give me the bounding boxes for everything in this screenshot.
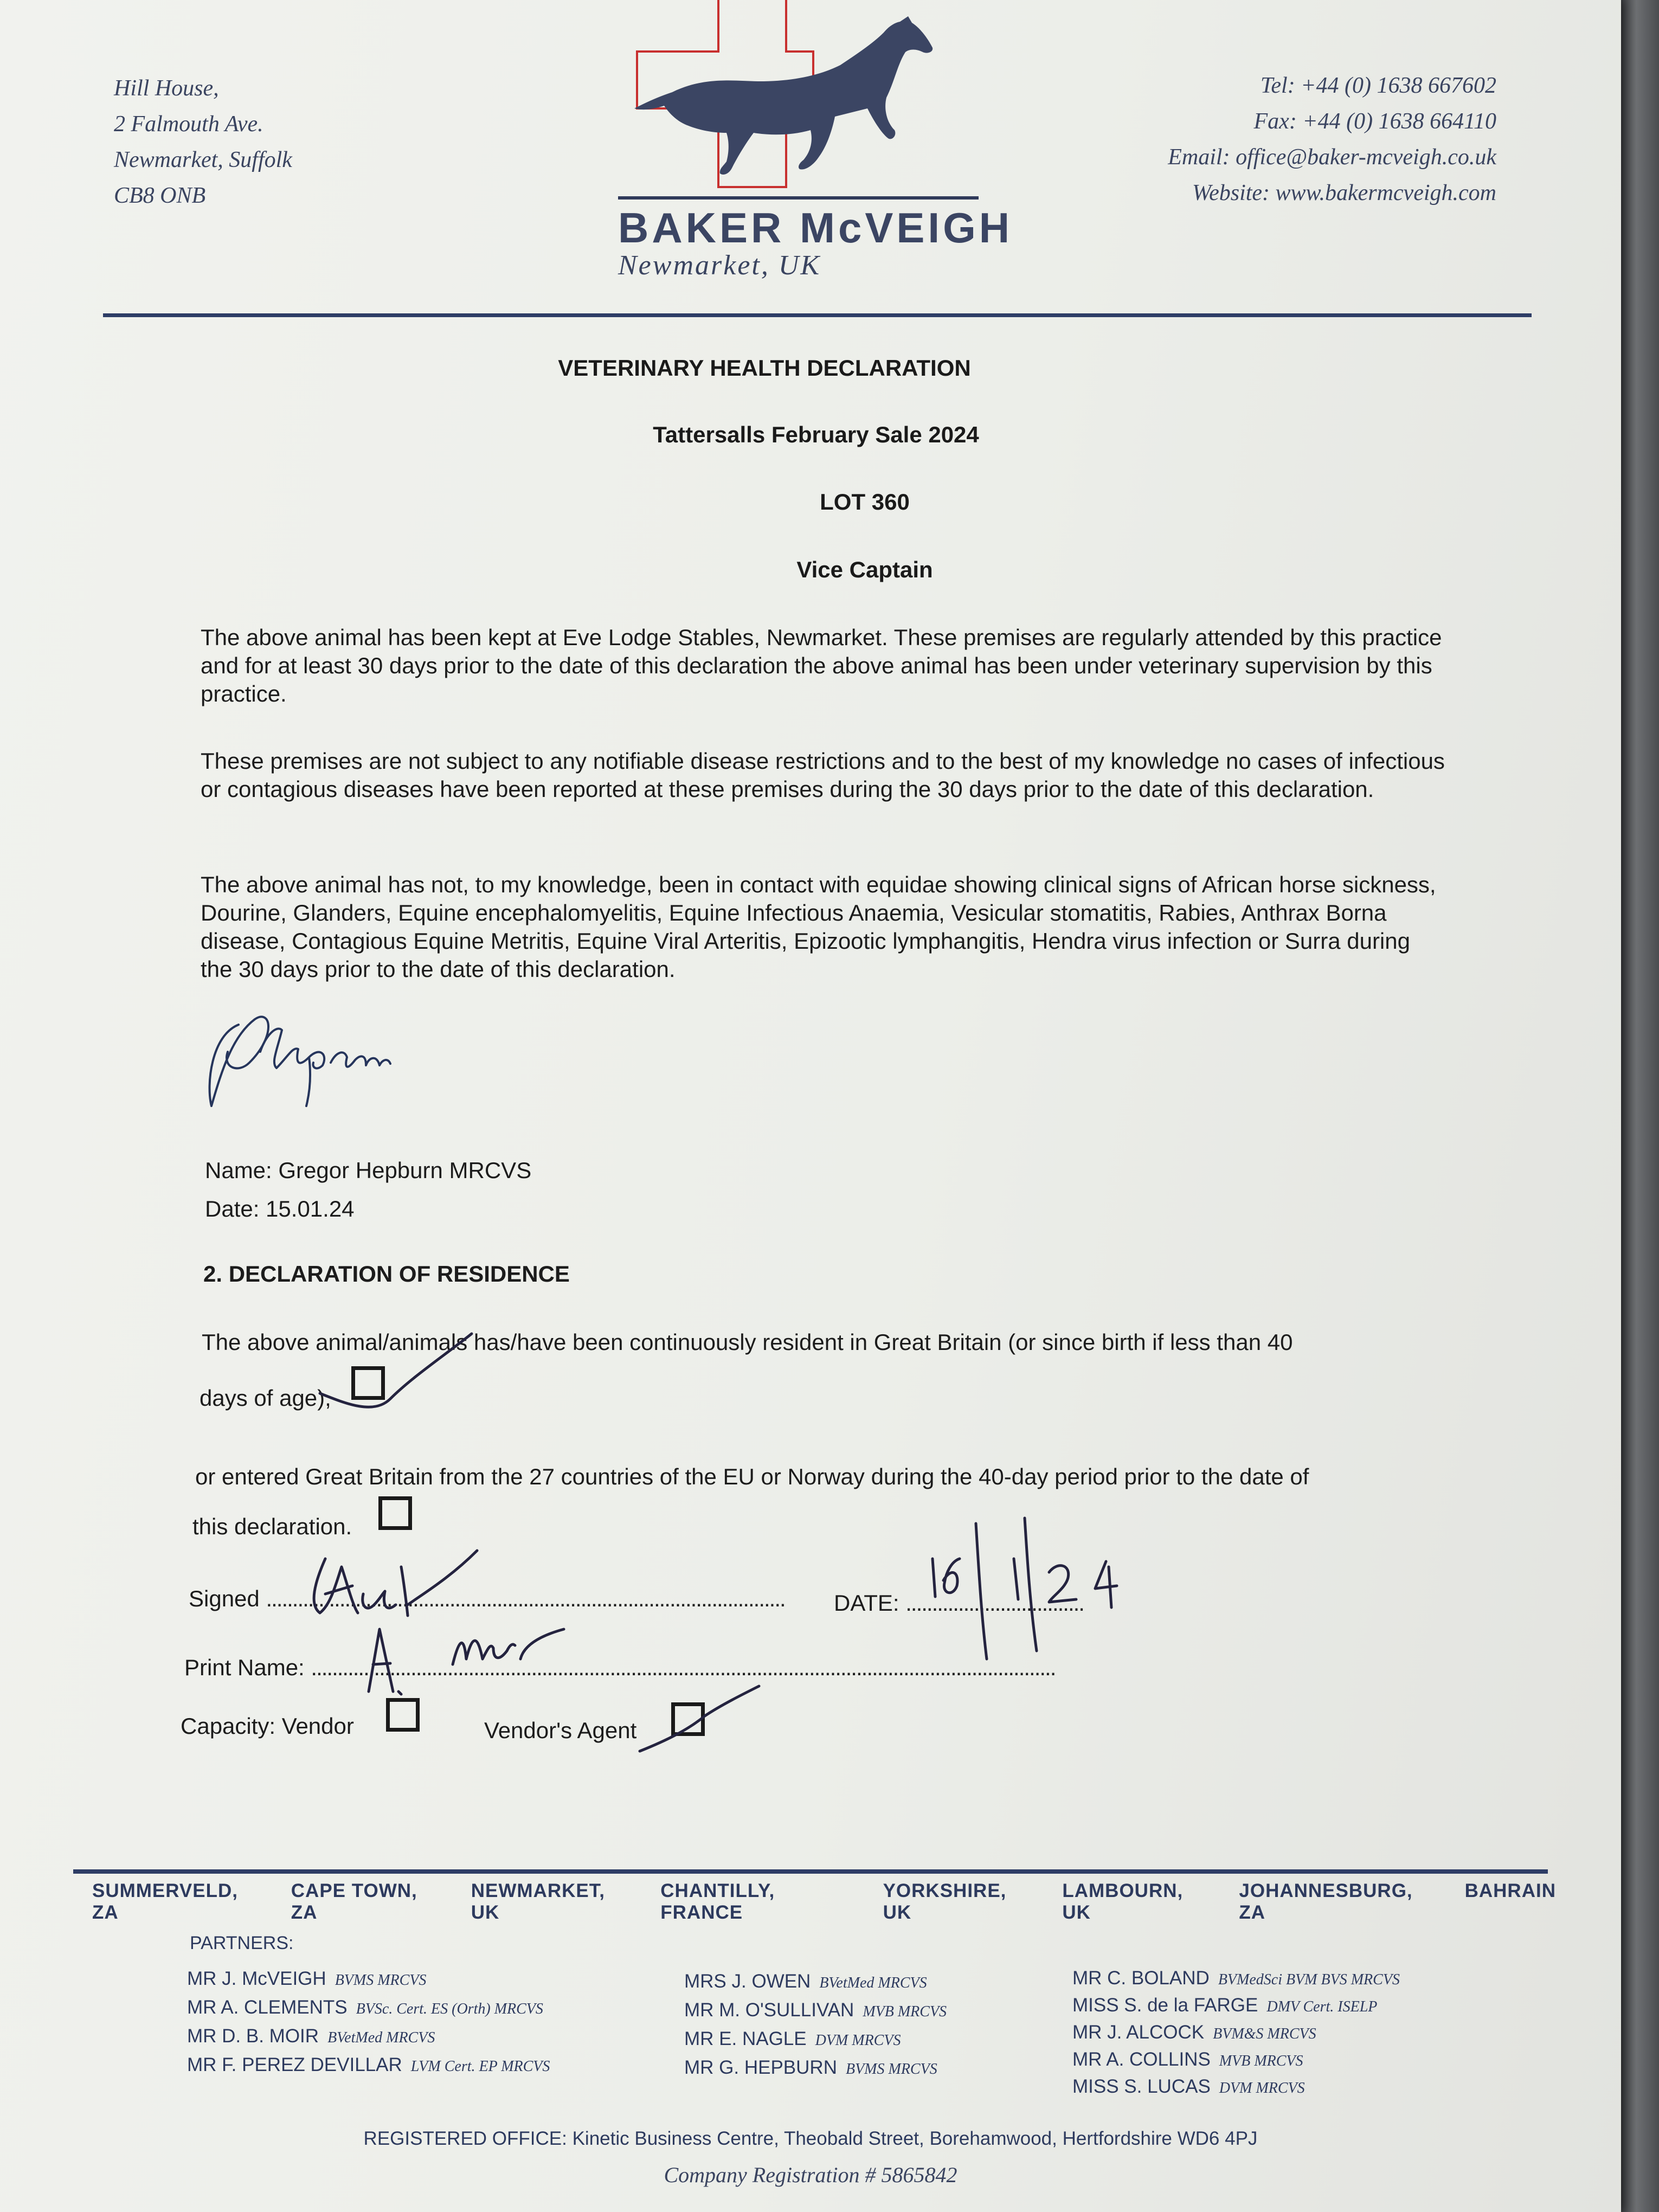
residence-heading: 2. DECLARATION OF RESIDENCE (203, 1261, 570, 1287)
horse-name: Vice Captain (796, 557, 933, 582)
partner-name: MISS S. de la FARGE (1072, 1995, 1258, 2016)
office-location: LAMBOURN, UK (1062, 1880, 1184, 1923)
signed-label: Signed (189, 1586, 266, 1611)
signed-dots: ................................................................................................... (266, 1586, 785, 1611)
partner-name: MR C. BOLAND (1072, 1967, 1210, 1989)
handwritten-marks (0, 1312, 1621, 1789)
contact-line: Fax: +44 (0) 1638 664110 (1253, 109, 1496, 134)
contact-line: Website: www.bakermcveigh.com (1192, 181, 1496, 205)
registered-office: REGISTERED OFFICE: Kinetic Business Centre, Theobald Street, Borehamwood, Hertfordshire WD6 4PJ (363, 2128, 1258, 2149)
partner-quals: BVSc. Cert. ES (Orth) MRCVS (356, 2001, 543, 2017)
partner-name: MR J. McVEIGH (187, 1968, 326, 1989)
partner-entry (1072, 2020, 1400, 2047)
partner-entry (187, 1994, 550, 2023)
partner-name: MR M. O'SULLIVAN (684, 1999, 854, 2021)
partner-quals: DVM MRCVS (1219, 2080, 1305, 2097)
partner-name: MR A. COLLINS (1072, 2049, 1211, 2070)
partner-quals: DMV Cert. ISELP (1266, 1998, 1378, 2015)
partner-entry (684, 2025, 947, 2054)
partner-quals: MVB MRCVS (1219, 2053, 1303, 2069)
partner-name: MISS S. LUCAS (1072, 2076, 1211, 2097)
partner-quals: BVetMed MRCVS (327, 2029, 435, 2046)
partner-entry (187, 2052, 550, 2080)
partner-entry (187, 1965, 550, 1994)
office-location: BAHRAIN (1464, 1880, 1556, 1901)
partner-quals: BVMedSci BVM BVS MRCVS (1218, 1971, 1400, 1988)
company-registration: Company Registration # 5865842 (664, 2163, 957, 2187)
office-location: CHANTILLY, FRANCE (660, 1880, 775, 1923)
brand-location: Newmarket, UK (618, 250, 821, 281)
date-label: DATE: (834, 1590, 906, 1616)
office-location: CAPE TOWN, ZA (291, 1880, 417, 1923)
document-title: VETERINARY HEALTH DECLARATION (558, 355, 971, 381)
vet-date: Date: 15.01.24 (205, 1196, 355, 1221)
sale-name: Tattersalls February Sale 2024 (653, 422, 979, 447)
office-location: NEWMARKET, UK (471, 1880, 605, 1923)
declaration-paragraph-3: The above animal has not, to my knowledge, been in contact with equidae showing clinical signs of African horse sickness, Dourine, Glanders, Equine encephalomyelitis, Equine Infectious Anaemia, Vesicular stomatitis, Rabies, Anthrax Borna disease, Contagious Equine Metritis, Equine Viral Arteritis, Epizootic lymphangitis, Hendra virus infection or Surra during the 30 days prior to the date of this declaration. (201, 872, 1436, 982)
partner-entry (1072, 2074, 1400, 2101)
partner-name: MR J. ALCOCK (1072, 2022, 1205, 2043)
desk-background (1621, 0, 1659, 2212)
footer-divider (73, 1869, 1548, 1874)
option2-text-line1: or entered Great Britain from the 27 countries of the EU or Norway during the 40-day period prior to the date of (195, 1464, 1309, 1489)
partner-entry (1072, 2047, 1400, 2074)
partner-quals: BVMS MRCVS (335, 1972, 427, 1989)
capacity-vendor-label: Capacity: Vendor (181, 1713, 354, 1739)
header-divider (103, 313, 1532, 317)
partner-quals: LVM Cert. EP MRCVS (410, 2058, 550, 2075)
brand-name: BAKER McVEIGH (618, 204, 1013, 252)
office-location: YORKSHIRE, UK (883, 1880, 1007, 1923)
partners-column-3 (1072, 1965, 1400, 2101)
partners-column-2 (684, 1968, 947, 2083)
partner-name: MR E. NAGLE (684, 2028, 807, 2049)
print-name-dots: .............................................................................................................................................. (311, 1655, 1056, 1680)
vendors-agent-label: Vendor's Agent (484, 1718, 637, 1743)
brand-underline (618, 196, 979, 200)
partner-quals: BVMS MRCVS (845, 2061, 937, 2078)
address-line: 2 Falmouth Ave. (114, 112, 263, 137)
partner-quals: MVB MRCVS (863, 2003, 947, 2020)
partners-column-1 (187, 1965, 550, 2080)
option2-text-line2: this declaration. (192, 1514, 352, 1539)
option1-text-line2: days of age), (200, 1385, 331, 1411)
address-line: CB8 ONB (114, 183, 206, 208)
partner-name: MR A. CLEMENTS (187, 1997, 348, 2018)
partner-quals: BVetMed MRCVS (819, 1975, 927, 1991)
declaration-paragraph-2: These premises are not subject to any notifiable disease restrictions and to the best of my knowledge no cases of infectious or contagious diseases have been reported at these premises during the 30 days prior to the date of this declaration. (201, 748, 1445, 802)
partner-quals: DVM MRCVS (815, 2032, 901, 2049)
address-line: Newmarket, Suffolk (114, 147, 292, 172)
office-location: SUMMERVELD, ZA (92, 1880, 238, 1923)
option1-text-line1: The above animal/animals has/have been continuously resident in Great Britain (or since birth if less than 40 (202, 1329, 1293, 1355)
partner-entry (684, 1968, 947, 1997)
partner-name: MR D. B. MOIR (187, 2025, 319, 2047)
declaration-paragraph-1: The above animal has been kept at Eve Lodge Stables, Newmarket. These premises are regularly attended by this practice and for at least 30 days prior to the date of this declaration the above animal has been under veterinary supervision by this practice. (201, 625, 1442, 706)
date-dots: .................................. (905, 1590, 1084, 1616)
contact-line: Email: office@baker-mcveigh.co.uk (1168, 145, 1496, 170)
partners-heading: PARTNERS: (190, 1933, 294, 1953)
vet-name: Name: Gregor Hepburn MRCVS (205, 1158, 532, 1183)
lot-number: LOT 360 (820, 489, 910, 515)
horse-and-cross-logo-icon (613, 0, 992, 195)
address-line: Hill House, (114, 76, 219, 101)
partner-entry (1072, 1965, 1400, 1992)
vet-signature (201, 1003, 461, 1111)
office-locations (92, 1880, 1556, 1924)
partner-quals: BVM&S MRCVS (1213, 2025, 1316, 2042)
contact-line: Tel: +44 (0) 1638 667602 (1260, 73, 1496, 98)
partner-name: MR G. HEPBURN (684, 2057, 837, 2078)
partner-entry (187, 2023, 550, 2052)
partner-entry (1072, 1992, 1400, 2020)
partner-name: MRS J. OWEN (684, 1971, 811, 1992)
partner-entry (684, 2054, 947, 2083)
partner-name: MR F. PEREZ DEVILLAR (187, 2054, 402, 2075)
letterhead-address (114, 70, 292, 214)
letterhead-contact (1168, 68, 1496, 211)
office-location: JOHANNESBURG, ZA (1239, 1880, 1413, 1923)
print-name-label: Print Name: (184, 1655, 311, 1680)
partner-entry (684, 1997, 947, 2025)
